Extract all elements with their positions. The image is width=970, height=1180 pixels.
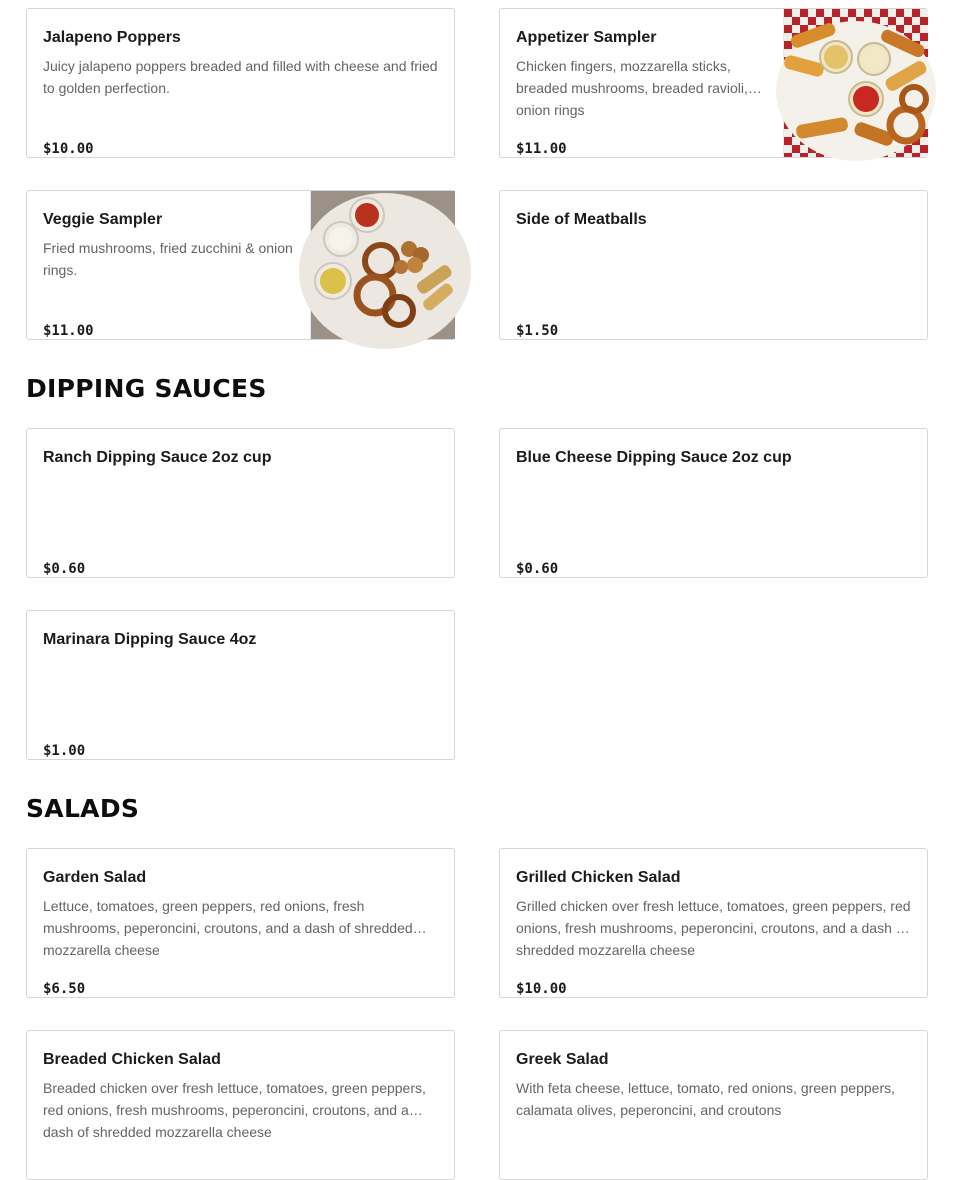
menu-item-name: Jalapeno Poppers <box>43 29 181 46</box>
menu-item-description: Fried mushrooms, fried zucchini & onion rings. <box>43 240 293 278</box>
menu-item-body <box>43 630 438 759</box>
menu-item-name: Veggie Sampler <box>43 211 163 228</box>
menu-item-body <box>43 1050 438 1179</box>
appetizer-sampler-photo <box>784 9 928 157</box>
menu-item-name: Appetizer Sampler <box>516 29 657 46</box>
menu-item-body <box>43 868 438 997</box>
menu-item-price: $11.00 <box>43 323 94 339</box>
menu-item-price: $0.60 <box>43 561 86 577</box>
menu-item-name: Greek Salad <box>516 1051 609 1068</box>
menu-item-card[interactable] <box>26 190 455 340</box>
menu-item-card[interactable] <box>499 428 928 578</box>
section-heading-salads: SALADS <box>26 794 140 823</box>
menu-item-body <box>43 210 294 339</box>
menu-item-card[interactable] <box>499 8 928 158</box>
menu-item-description: Chicken fingers, mozzarella sticks, breaded mushrooms, breaded ravioli, onion rings <box>516 58 748 118</box>
menu-item-name: Marinara Dipping Sauce 4oz <box>43 631 257 648</box>
menu-item-card[interactable] <box>499 190 928 340</box>
menu-item-price: $0.60 <box>516 561 559 577</box>
menu-item-card[interactable] <box>26 8 455 158</box>
menu-item-name: Ranch Dipping Sauce 2oz cup <box>43 449 272 466</box>
menu-item-body <box>516 1050 911 1179</box>
menu-item-card[interactable] <box>499 848 928 998</box>
menu-item-description: With feta cheese, lettuce, tomato, red onions, green peppers, calamata olives, peperoncini, and croutons <box>516 1080 895 1118</box>
menu-item-price: $10.00 <box>516 981 567 997</box>
menu-item-description: Grilled chicken over fresh lettuce, tomatoes, green peppers, red onions, fresh mushrooms, peperoncini, croutons, and a dash of shredded mozzarella cheese <box>516 898 911 958</box>
menu-item-body <box>516 448 911 577</box>
menu-item-description: Lettuce, tomatoes, green peppers, red onions, fresh mushrooms, peperoncini, croutons, and a dash of shredded mozzarella cheese <box>43 898 413 958</box>
menu-item-price: $1.50 <box>516 323 559 339</box>
menu-item-photo <box>310 191 454 339</box>
section-heading-dipping-sauces: DIPPING SAUCES <box>26 374 267 403</box>
menu-item-card[interactable] <box>26 610 455 760</box>
menu-item-body <box>43 28 438 157</box>
menu-item-description: Breaded chicken over fresh lettuce, tomatoes, green peppers, red onions, fresh mushrooms, peperoncini, croutons, and a dash of shredded mozzarella cheese <box>43 1080 426 1140</box>
menu-item-price: $1.00 <box>43 743 86 759</box>
menu-item-description: Juicy jalapeno poppers breaded and filled with cheese and fried to golden perfection. <box>43 58 438 96</box>
menu-item-photo <box>783 9 927 157</box>
menu-item-name: Breaded Chicken Salad <box>43 1051 221 1068</box>
menu-item-body <box>43 448 438 577</box>
menu-item-name: Side of Meatballs <box>516 211 647 228</box>
menu-item-body <box>516 868 911 997</box>
menu-item-card[interactable] <box>26 1030 455 1180</box>
menu-item-price: $11.00 <box>516 141 567 157</box>
menu-item-card[interactable] <box>26 428 455 578</box>
menu-item-card[interactable] <box>26 848 455 998</box>
menu-item-name: Grilled Chicken Salad <box>516 869 681 886</box>
menu-item-price: $10.00 <box>43 141 94 157</box>
veggie-sampler-photo <box>311 191 455 339</box>
menu-item-card[interactable] <box>499 1030 928 1180</box>
menu-item-name: Blue Cheese Dipping Sauce 2oz cup <box>516 449 792 466</box>
menu-item-price: $6.50 <box>43 981 86 997</box>
menu-item-name: Garden Salad <box>43 869 147 886</box>
menu-item-body <box>516 28 767 157</box>
menu-item-body <box>516 210 911 339</box>
